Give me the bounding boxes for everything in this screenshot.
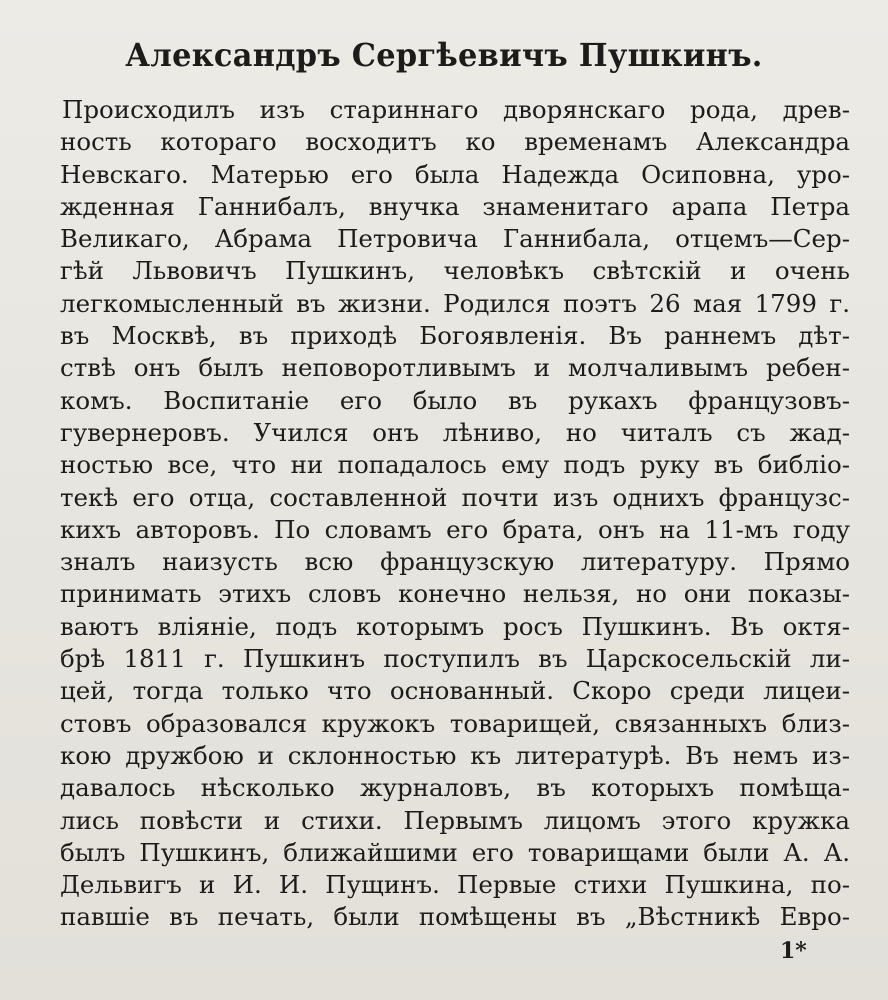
text-line: цей, тогда только что основанный. Скоро среди лицеи-: [60, 676, 850, 706]
text-line: давалось нѣсколько журналовъ, въ которыхъ помѣща-: [60, 773, 850, 803]
body-text: [60, 94, 850, 934]
page-number: 1*: [780, 938, 807, 964]
text-line: павшіе въ печать, были помѣщены въ „Вѣстникѣ Евро-: [60, 902, 850, 932]
text-line: лись повѣсти и стихи. Первымъ лицомъ этого кружка: [60, 805, 850, 835]
text-line: гѣй Львовичъ Пушкинъ, человѣкъ свѣтскій и очень: [60, 256, 850, 286]
text-line: Происходилъ изъ стариннаго дворянскаго рода, древ-: [62, 95, 850, 124]
text-line: кою дружбою и склонностью къ литературѣ. Въ немъ из-: [60, 740, 850, 770]
text-line: брѣ 1811 г. Пушкинъ поступилъ въ Царскосельскій ли-: [60, 644, 850, 674]
text-line: текѣ его отца, составленной почти изъ однихъ французс-: [60, 482, 850, 512]
text-line: гувернеровъ. Учился онъ лѣниво, но читалъ съ жад-: [60, 417, 850, 447]
text-line: въ Москвѣ, въ приходѣ Богоявленія. Въ раннемъ дѣт-: [60, 321, 850, 351]
text-line: жденная Ганнибалъ, внучка знаменитаго арапа Петра: [60, 191, 850, 221]
text-line: ность котораго восходитъ ко временамъ Александра: [60, 127, 850, 157]
text-line: Великаго, Абрама Петровича Ганнибала, отцемъ—Сер-: [60, 224, 850, 254]
text-line: ваютъ вліяніе, подъ которымъ росъ Пушкинъ. Въ октя-: [60, 611, 850, 641]
text-line: принимать этихъ словъ конечно нельзя, но они показы-: [60, 579, 850, 609]
text-line: кихъ авторовъ. По словамъ его брата, онъ на 11-мъ году: [60, 514, 850, 544]
text-line: Дельвигъ и И. И. Пущинъ. Первые стихи Пушкина, по-: [60, 870, 850, 900]
page-title: Александръ Сергѣевичъ Пушкинъ.: [125, 36, 763, 74]
text-line: ствѣ онъ былъ неповоротливымъ и молчаливымъ ребен-: [60, 353, 850, 383]
text-line: комъ. Воспитаніе его было въ рукахъ французовъ-: [60, 385, 850, 415]
text-line: Невскаго. Матерью его была Надежда Осиповна, уро-: [60, 159, 850, 189]
text-line: легкомысленный въ жизни. Родился поэтъ 26 мая 1799 г.: [60, 288, 850, 318]
text-line: стовъ образовался кружокъ товарищей, связанныхъ близ-: [60, 708, 850, 738]
text-line: зналъ наизусть всю французскую литературу. Прямо: [60, 547, 850, 577]
text-line: ностью все, что ни попадалось ему подъ руку въ библіо-: [60, 450, 850, 480]
text-line: былъ Пушкинъ, ближайшими его товарищами были А. А.: [60, 837, 850, 867]
